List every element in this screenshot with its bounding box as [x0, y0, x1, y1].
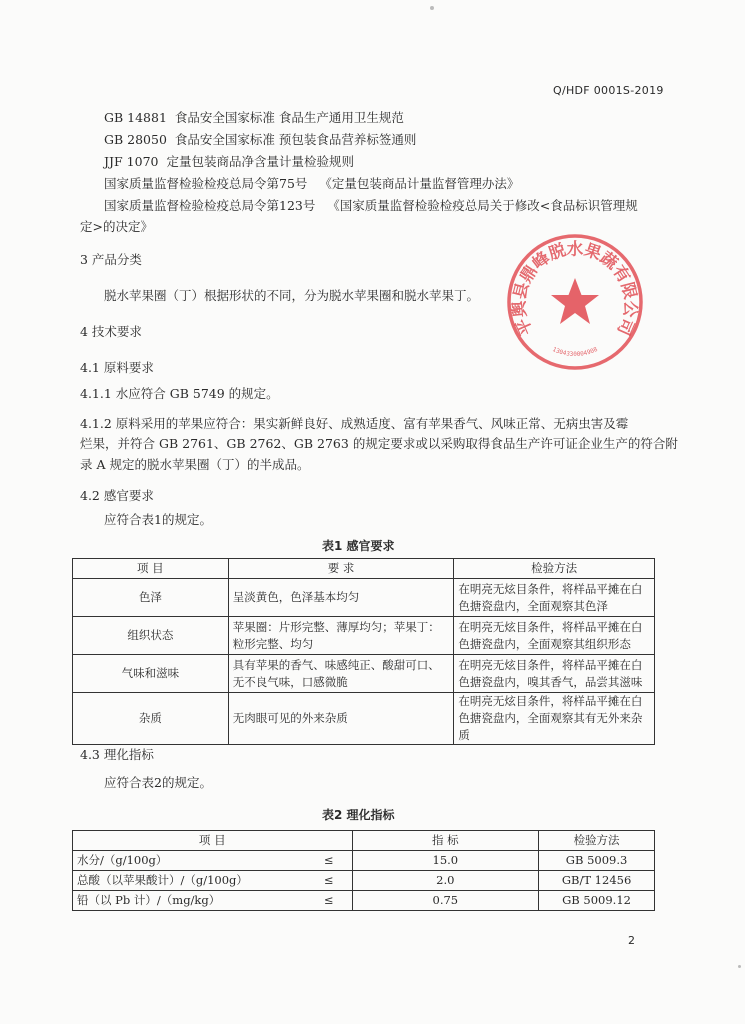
ref-code: 国家质量监督检验检疫总局令第123号 — [104, 198, 316, 213]
paragraph: 烂果，并符合 GB 2761、GB 2762、GB 2763 的规定要求或以采购取得食品生产许可证企业生产的符合附 — [80, 436, 678, 451]
sensory-table — [72, 558, 655, 745]
paragraph: 录 A 规定的脱水苹果圈（丁）的半成品。 — [80, 457, 310, 472]
table-header-row — [73, 559, 655, 579]
table-row — [73, 579, 655, 617]
section-heading: 4.1 原料要求 — [80, 360, 154, 375]
ref-title: 《国家质量监督检验检疫总局关于修改<食品标识管理规 — [327, 198, 638, 213]
table-caption: 表1 感官要求 — [322, 539, 395, 553]
table-row — [73, 617, 655, 655]
table-cell: GB 5009.3 — [539, 851, 655, 871]
table-cell: GB/T 12456 — [539, 871, 655, 891]
table-cell: 在明亮无炫目条件，将样品平摊在白色搪瓷盘内，全面观察其色泽 — [454, 579, 655, 617]
table-row — [73, 891, 655, 911]
seal-text: 平舆县鼎峰脱水果蔬有限公司 — [509, 239, 641, 339]
table-cell: 呈淡黄色，色泽基本均匀 — [228, 579, 454, 617]
table-header-cell: 检验方法 — [454, 559, 655, 579]
reference-line — [104, 152, 354, 170]
reference-line — [104, 196, 638, 214]
table-cell: 在明亮无炫目条件，将样品平摊在白色搪瓷盘内，全面观察其组织形态 — [454, 617, 655, 655]
paragraph: 4.1.2 原料采用的苹果应符合：果实新鲜良好、成熟适度、富有苹果香气、风味正常、无病虫害及霉 — [80, 416, 629, 431]
paragraph: 4.1.1 水应符合 GB 5749 的规定。 — [80, 386, 279, 401]
physicochemical-table — [72, 830, 655, 911]
table-header-row — [73, 831, 655, 851]
table-cell: 2.0 — [352, 871, 539, 891]
table-cell: 0.75 — [352, 891, 539, 911]
table-cell: 色泽 — [73, 579, 229, 617]
item-label: 铅（以 Pb 计）/（mg/kg） — [77, 893, 221, 907]
star-icon — [551, 278, 599, 324]
operator: ≤ — [323, 893, 334, 907]
table-cell: 在明亮无炫目条件，将样品平摊在白色搪瓷盘内，全面观察其有无外来杂质 — [454, 693, 655, 745]
table-cell: 组织状态 — [73, 617, 229, 655]
table-cell: GB 5009.12 — [539, 891, 655, 911]
table-cell: 杂质 — [73, 693, 229, 745]
ref-title: 食品安全国家标准 食品生产通用卫生规范 — [174, 110, 404, 125]
ref-code: GB 28050 — [104, 132, 167, 147]
table-header-cell: 项 目 — [73, 559, 229, 579]
table-caption: 表2 理化指标 — [322, 808, 395, 822]
table-cell — [73, 871, 353, 891]
table-cell: 在明亮无炫目条件，将样品平摊在白色搪瓷盘内，嗅其香气，品尝其滋味 — [454, 655, 655, 693]
table-header-cell: 指 标 — [352, 831, 539, 851]
reference-line — [104, 174, 519, 192]
paragraph: 脱水苹果圈（丁）根据形状的不同，分为脱水苹果圈和脱水苹果丁。 — [104, 288, 480, 303]
reference-line — [104, 130, 416, 148]
table-cell: 无肉眼可见的外来杂质 — [228, 693, 454, 745]
reference-line-cont: 定>的决定》 — [80, 219, 153, 234]
section-heading: 3 产品分类 — [80, 252, 142, 267]
table-row — [73, 693, 655, 745]
paragraph: 应符合表1的规定。 — [104, 512, 212, 527]
table-header-cell: 项 目 — [73, 831, 353, 851]
table-cell: 具有苹果的香气、味感纯正、酸甜可口、无不良气味，口感微脆 — [228, 655, 454, 693]
ref-code: GB 14881 — [104, 110, 167, 125]
table-cell — [73, 891, 353, 911]
ref-title: 定量包装商品净含量计量检验规则 — [166, 154, 354, 169]
document-number: Q/HDF 0001S-2019 — [553, 84, 664, 97]
scan-speck — [738, 965, 741, 968]
item-label: 总酸（以苹果酸计）/（g/100g） — [77, 873, 248, 887]
ref-code: JJF 1070 — [104, 154, 159, 169]
ref-code: 国家质量监督检验检疫总局令第75号 — [104, 176, 308, 191]
operator: ≤ — [323, 853, 334, 867]
table-row — [73, 871, 655, 891]
table-header-cell: 检验方法 — [539, 831, 655, 851]
reference-line — [104, 108, 404, 126]
seal-number: 1304330004908 — [551, 345, 599, 358]
item-label: 水分/（g/100g） — [77, 853, 168, 867]
page-number: 2 — [628, 934, 635, 947]
table-row — [73, 655, 655, 693]
table-header-cell: 要 求 — [228, 559, 454, 579]
ref-title: 《定量包装商品计量监督管理办法》 — [319, 176, 520, 191]
paragraph: 应符合表2的规定。 — [104, 775, 212, 790]
table-cell: 气味和滋味 — [73, 655, 229, 693]
section-heading: 4.3 理化指标 — [80, 747, 154, 762]
company-seal — [505, 232, 645, 372]
section-heading: 4.2 感官要求 — [80, 488, 154, 503]
table-cell: 苹果圈：片形完整、薄厚均匀；苹果丁：粒形完整、均匀 — [228, 617, 454, 655]
ref-title: 食品安全国家标准 预包装食品营养标签通则 — [174, 132, 417, 147]
section-heading: 4 技术要求 — [80, 324, 142, 339]
table-row — [73, 851, 655, 871]
table-cell — [73, 851, 353, 871]
operator: ≤ — [323, 873, 334, 887]
table-cell: 15.0 — [352, 851, 539, 871]
scan-speck — [430, 6, 434, 10]
